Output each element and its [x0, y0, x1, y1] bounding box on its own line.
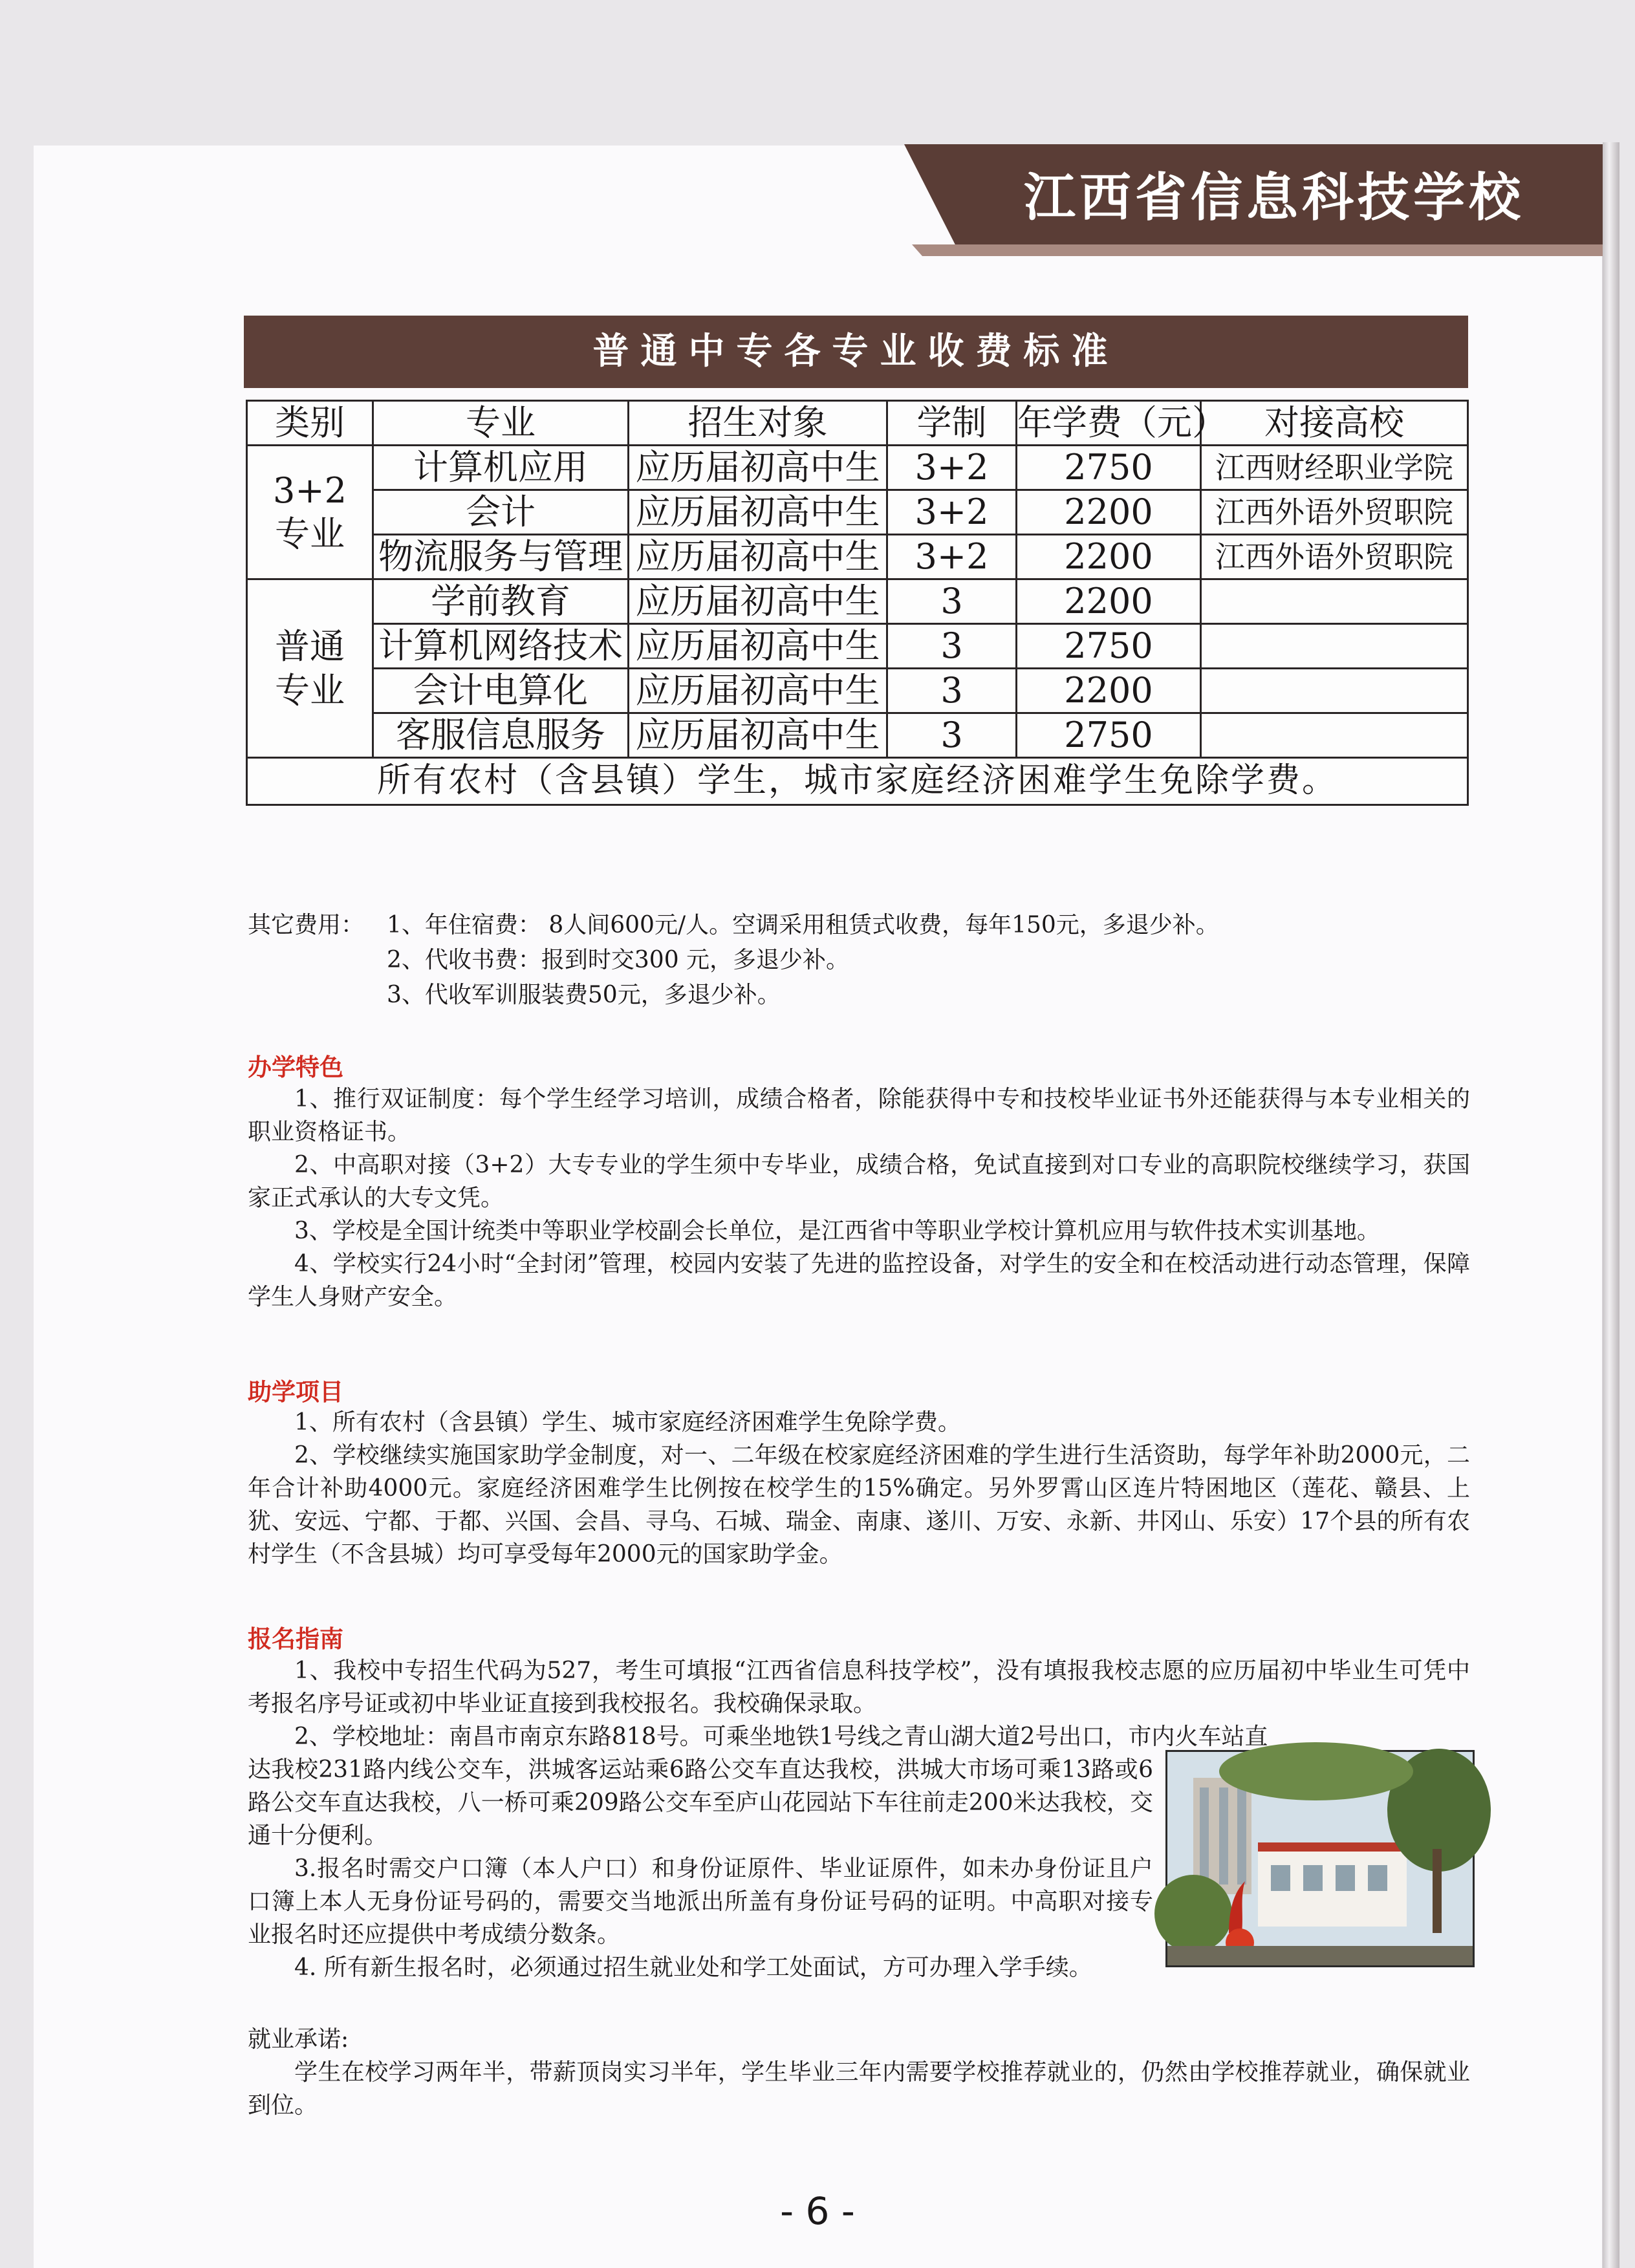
table-row	[247, 446, 1468, 490]
campus-photo-art	[1167, 1752, 1473, 1965]
duration-cell: 3	[887, 669, 1017, 713]
col-header-category: 类别	[247, 401, 373, 446]
category-line: 专业	[275, 513, 345, 554]
partner-cell: 江西外语外贸职院	[1201, 535, 1468, 579]
features-heading: 办学特色	[248, 1053, 343, 1081]
col-header-major: 专业	[373, 401, 629, 446]
aid-heading: 助学项目	[248, 1378, 343, 1406]
table-row	[247, 535, 1468, 579]
page-edge	[1603, 142, 1619, 2268]
employment-heading: 就业承诺:	[248, 2026, 349, 2053]
header-banner-strip	[912, 244, 1603, 256]
major-cell: 学前教育	[373, 579, 629, 624]
fee-table-header	[247, 401, 1468, 446]
other-fees-row	[248, 908, 1470, 943]
campus-photo	[1165, 1750, 1475, 1967]
fee-cell: 2200	[1017, 579, 1201, 624]
fee-table	[246, 400, 1469, 806]
duration-cell: 3+2	[887, 535, 1017, 579]
fee-waiver-note: 所有农村（含县镇）学生，城市家庭经济困难学生免除学费。	[247, 758, 1468, 805]
feature-paragraph: 2、中高职对接（3+2）大专专业的学生须中专毕业，成绩合格，免试直接到对口专业的高职院校继续学习，获国家正式承认的大专文凭。	[248, 1152, 1470, 1211]
duration-cell: 3	[887, 579, 1017, 624]
major-cell: 计算机应用	[373, 446, 629, 490]
other-fee-item: 3、代收军训服装费50元，多退少补。	[387, 982, 781, 1008]
fee-cell: 2200	[1017, 669, 1201, 713]
duration-cell: 3+2	[887, 490, 1017, 535]
table-note-row	[247, 758, 1468, 805]
table-row	[247, 669, 1468, 713]
target-cell: 应历届初高中生	[629, 579, 887, 624]
col-header-duration: 学制	[887, 401, 1017, 446]
target-cell: 应历届初高中生	[629, 535, 887, 579]
page-number: - 6 -	[780, 2189, 855, 2233]
aid-body	[248, 1406, 1470, 1571]
duration-cell: 3	[887, 713, 1017, 758]
category-cell-regular	[247, 579, 373, 758]
col-header-fee: 年学费（元）	[1017, 401, 1201, 446]
enroll-heading: 报名指南	[248, 1625, 343, 1653]
fee-section-title: 普通中专各专业收费标准	[244, 316, 1468, 388]
target-cell: 应历届初高中生	[629, 713, 887, 758]
employment-text: 学生在校学习两年半，带薪顶岗实习半年，学生毕业三年内需要学校推荐就业的，仍然由学校推荐就业，确保就业到位。	[248, 2059, 1470, 2119]
major-cell: 会计电算化	[373, 669, 629, 713]
table-row	[247, 624, 1468, 669]
major-cell: 物流服务与管理	[373, 535, 629, 579]
enroll-paragraph: 3.报名时需交户口簿（本人户口）和身份证原件、毕业证原件，如未办身份证且户口簿上本人无身份证号码的，需要交当地派出所盖有身份证号码的证明。中高职对接专业报名时还应提供中考成绩分数条。	[248, 1855, 1153, 1948]
category-line: 专业	[275, 669, 345, 711]
fee-cell: 2750	[1017, 713, 1201, 758]
category-line: 普通	[275, 626, 345, 667]
enroll-paragraph: 1、我校中专招生代码为527，考生可填报“江西省信息科技学校”，没有填报我校志愿的应历届初中毕业生可凭中考报名序号证或初中毕业证直接到我校报名。我校确保录取。	[248, 1658, 1470, 1717]
partner-cell	[1201, 579, 1468, 624]
category-line: 3+2	[273, 470, 347, 511]
other-fees	[248, 908, 1470, 1013]
feature-paragraph: 4、学校实行24小时“全封闭”管理，校园内安装了先进的监控设备，对学生的安全和在校活动进行动态管理，保障学生人身财产安全。	[248, 1251, 1470, 1310]
other-fee-item: 1、年住宿费： 8人间600元/人。空调采用租赁式收费，每年150元，多退少补。	[387, 912, 1219, 938]
table-row	[247, 713, 1468, 758]
col-header-partner: 对接高校	[1201, 401, 1468, 446]
table-row	[247, 490, 1468, 535]
feature-paragraph: 3、学校是全国计统类中等职业学校副会长单位，是江西省中等职业学校计算机应用与软件技术实训基地。	[294, 1218, 1380, 1244]
features-body	[248, 1083, 1470, 1313]
employment-section	[248, 2023, 1470, 2122]
other-fees-row	[248, 943, 1470, 978]
target-cell: 应历届初高中生	[629, 446, 887, 490]
fee-cell: 2750	[1017, 624, 1201, 669]
enroll-body-top	[248, 1654, 1470, 1753]
other-fees-row	[248, 978, 1470, 1013]
major-cell: 计算机网络技术	[373, 624, 629, 669]
category-cell-3plus2	[247, 446, 373, 579]
partner-cell: 江西财经职业学院	[1201, 446, 1468, 490]
partner-cell	[1201, 669, 1468, 713]
other-fees-label: 其它费用：	[248, 912, 365, 938]
enroll-paragraph: 2、学校地址：南昌市南京东路818号。可乘坐地铁1号线之青山湖大道2号出口，市内火车站直	[294, 1723, 1268, 1750]
fee-cell: 2200	[1017, 490, 1201, 535]
enroll-paragraph: 达我校231路内线公交车，洪城客运站乘6路公交车直达我校，洪城大市场可乘13路或6路公交车直达我校，八一桥可乘209路公交车至庐山花园站下车往前走200米达我校，交通十分便利。	[248, 1756, 1153, 1849]
feature-paragraph: 1、推行双证制度：每个学生经学习培训，成绩合格者，除能获得中专和技校毕业证书外还能获得与本专业相关的职业资格证书。	[248, 1086, 1470, 1145]
target-cell: 应历届初高中生	[629, 490, 887, 535]
aid-paragraph: 1、所有农村（含县镇）学生、城市家庭经济困难学生免除学费。	[294, 1409, 961, 1436]
school-name: 江西省信息科技学校	[1024, 167, 1524, 228]
enroll-paragraph: 4. 所有新生报名时，必须通过招生就业处和学工处面试，方可办理入学手续。	[294, 1954, 1092, 1981]
enroll-body-wrap	[248, 1753, 1153, 1984]
target-cell: 应历届初高中生	[629, 669, 887, 713]
duration-cell: 3	[887, 624, 1017, 669]
fee-cell: 2750	[1017, 446, 1201, 490]
indent-spacer	[248, 943, 387, 978]
target-cell: 应历届初高中生	[629, 624, 887, 669]
fee-cell: 2200	[1017, 535, 1201, 579]
major-cell: 客服信息服务	[373, 713, 629, 758]
partner-cell	[1201, 713, 1468, 758]
table-row	[247, 579, 1468, 624]
col-header-target: 招生对象	[629, 401, 887, 446]
aid-paragraph: 2、学校继续实施国家助学金制度，对一、二年级在校家庭经济困难的学生进行生活资助，每学年补助2000元，二年合计补助4000元。家庭经济困难学生比例按在校学生的15%确定。另外罗霄山区连片特困地区（莲花、赣县、上犹、安远、宁都、于都、兴国、会昌、寻乌、石城、瑞金、南康、遂川、万安、永新、井冈山、乐安）17个县的所有农村学生（不含县城）均可享受每年2000元的国家助学金。	[248, 1442, 1470, 1568]
partner-cell	[1201, 624, 1468, 669]
partner-cell: 江西外语外贸职院	[1201, 490, 1468, 535]
other-fee-item: 2、代收书费：报到时交300 元，多退少补。	[387, 947, 850, 973]
major-cell: 会计	[373, 490, 629, 535]
duration-cell: 3+2	[887, 446, 1017, 490]
indent-spacer	[248, 978, 387, 1013]
